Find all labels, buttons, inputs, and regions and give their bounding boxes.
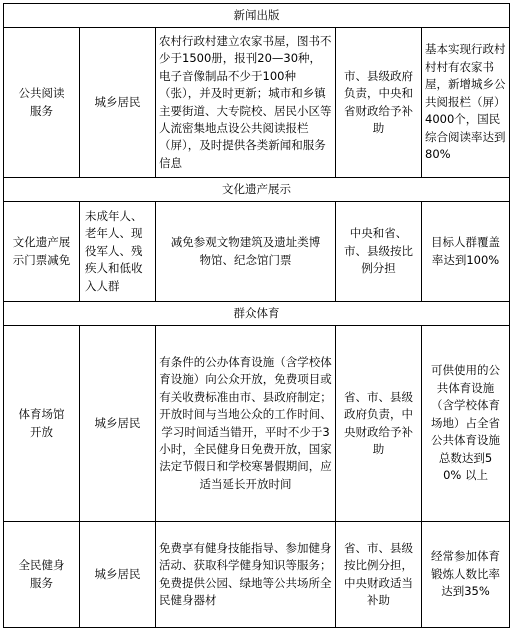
- service-content-cell: 减免参观文物建筑及遗址类博物馆、纪念馆门票: [156, 202, 336, 302]
- target-group-cell: 未成年人、老年人、现役军人、残疾人和低收入人群: [80, 202, 156, 302]
- table-row: [4, 326, 510, 522]
- table-row: [4, 522, 510, 628]
- service-content-cell: 农村行政村建立农家书屋，图书不少于1500册，报刊20—30种，电子音像制品不少于100种（张），并及时更新；城市和乡镇主要街道、大专院校、居民小区等人流密集地点设公共阅读报栏（屏），及时提供各类新闻和服务信息: [156, 28, 336, 178]
- goal-cell: 基本实现行政村村村有农家书屋，新增城乡公共阅报栏（屏）4000个，国民综合阅读率达到80%: [422, 28, 510, 178]
- section-header-row: [4, 178, 510, 202]
- section-header-row: [4, 302, 510, 326]
- funding-cell: 省、市、县级政府负责，中央财政给予补助: [336, 326, 422, 522]
- table-row: [4, 28, 510, 178]
- section-title: 群众体育: [4, 302, 510, 326]
- target-group-cell: 城乡居民: [80, 522, 156, 628]
- funding-cell: 省、市、县级按比例分担，中央财政适当补助: [336, 522, 422, 628]
- service-content-cell: 免费享有健身技能指导、参加健身活动、获取科学健身知识等服务；免费提供公园、绿地等公共场所全民健身器材: [156, 522, 336, 628]
- table-row: [4, 202, 510, 302]
- target-group-cell: 城乡居民: [80, 28, 156, 178]
- section-title: 文化遗产展示: [4, 178, 510, 202]
- service-name-cell: 文化遗产展示门票减免: [4, 202, 80, 302]
- goal-cell: 经常参加体育锻炼人数比率达到35%: [422, 522, 510, 628]
- funding-cell: 市、县级政府负责，中央和省财政给予补助: [336, 28, 422, 178]
- goal-cell: 目标人群覆盖率达到100%: [422, 202, 510, 302]
- service-name-cell: 公共阅读服务: [4, 28, 80, 178]
- target-group-cell: 城乡居民: [80, 326, 156, 522]
- service-name-cell: 全民健身服务: [4, 522, 80, 628]
- funding-cell: 中央和省、市、县级按比例分担: [336, 202, 422, 302]
- public-cultural-services-table: [3, 3, 510, 628]
- section-header-row: [4, 4, 510, 28]
- goal-cell: 可供使用的公共体育设施（含学校体育场地）占全省公共体育设施总数达到50% 以上: [422, 326, 510, 522]
- service-content-cell: 有条件的公办体育设施（含学校体育设施）向公众开放，免费项目或有关收费标准由市、县政府制定；开放时间与当地公众的工作时间、学习时间适当错开，平时不少于3小时，全民健身日免费开放，国家法定节假日和学校寒暑假期间，应适当延长开放时间: [156, 326, 336, 522]
- service-name-cell: 体育场馆开放: [4, 326, 80, 522]
- section-title: 新闻出版: [4, 4, 510, 28]
